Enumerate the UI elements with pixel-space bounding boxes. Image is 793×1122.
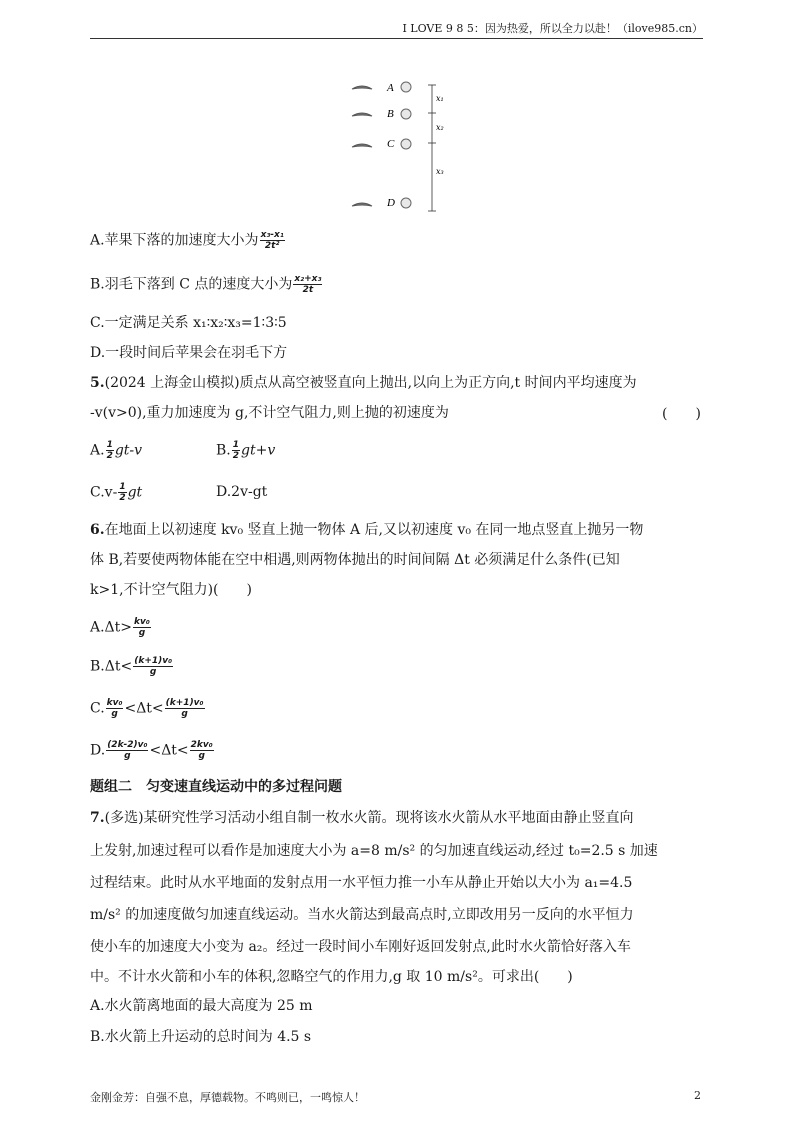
fraction-denominator: 2t² bbox=[264, 241, 280, 251]
inequality-text: <Δt< bbox=[149, 742, 189, 759]
q6-stem-line1 bbox=[90, 520, 643, 540]
option-label: D. bbox=[90, 742, 106, 759]
q6-option-d bbox=[90, 740, 215, 761]
dim-x3: x₃ bbox=[436, 167, 444, 176]
fraction-denominator: 2t bbox=[302, 285, 314, 295]
fraction-numerator: (k+1)v₀ bbox=[134, 656, 173, 666]
fraction-numerator: (k+1)v₀ bbox=[165, 698, 204, 708]
page-header: I LOVE 9 8 5：因为热爱，所以全力以赴！（ilove985.cn） bbox=[90, 22, 703, 39]
q5-stem-text: (2024 上海金山模拟)质点从高空被竖直向上抛出,以向上为正方向,t 时间内平均速度为 bbox=[104, 375, 637, 391]
fraction bbox=[133, 656, 173, 677]
fraction bbox=[232, 440, 240, 461]
fraction-numerator: (2k-2)v₀ bbox=[107, 740, 148, 750]
fraction-numerator: x₃-x₁ bbox=[260, 230, 284, 240]
apple-icon bbox=[401, 82, 411, 208]
label-b: B bbox=[387, 108, 394, 120]
q4-option-a-text: A.苹果下落的加速度大小为 bbox=[90, 232, 259, 249]
q6-option-a bbox=[90, 617, 152, 638]
fraction-denominator: g bbox=[198, 751, 205, 761]
q4-option-d: D.一段时间后苹果会在羽毛下方 bbox=[90, 345, 288, 361]
inequality-text: <Δt< bbox=[124, 700, 164, 717]
q4-option-b-text: B.羽毛下落到 C 点的速度大小为 bbox=[90, 276, 293, 293]
fraction-numerator: 1 bbox=[119, 482, 126, 492]
page-number: 2 bbox=[694, 1089, 701, 1102]
q4-option-a bbox=[90, 230, 286, 251]
q7-stem-line1 bbox=[90, 808, 634, 828]
q5-stem-line1 bbox=[90, 373, 637, 393]
fraction-denominator: g bbox=[138, 628, 146, 638]
fraction bbox=[165, 698, 205, 719]
q5-stem-line2: -v(v>0),重力加速度为 g,不计空气阻力,则上抛的初速度为 bbox=[90, 405, 449, 421]
option-label: B.Δt< bbox=[90, 658, 133, 675]
label-c: C bbox=[387, 138, 395, 150]
feather-icon bbox=[352, 86, 372, 206]
fraction bbox=[260, 230, 285, 251]
q7-stem-line3: 过程结束。此时从水平地面的发射点用一水平恒力推一小车从静止开始以大小为 a₁=4.5 bbox=[90, 875, 633, 891]
q5-option-d: D.2v-gt bbox=[216, 484, 268, 500]
fraction bbox=[106, 440, 114, 461]
option-text: gt-v bbox=[114, 442, 143, 459]
fraction-numerator: 1 bbox=[232, 440, 240, 450]
fraction-numerator: 2kv₀ bbox=[190, 740, 213, 750]
fraction-denominator: 2 bbox=[119, 493, 126, 503]
option-label: B. bbox=[216, 442, 231, 459]
distance-markers bbox=[428, 85, 436, 211]
fraction bbox=[106, 740, 148, 761]
q5-option-b bbox=[216, 440, 275, 461]
option-text: gt bbox=[127, 484, 143, 501]
q6-stem-line3: k>1,不计空气阻力)( ) bbox=[90, 582, 252, 598]
answer-paren: ( ) bbox=[662, 406, 701, 422]
option-label: C. bbox=[90, 700, 105, 717]
fraction-denominator: g bbox=[111, 709, 118, 719]
fraction-denominator: 2 bbox=[106, 451, 113, 461]
fraction bbox=[106, 698, 124, 719]
q7-stem-line2: 上发射,加速过程可以看作是加速度大小为 a=8 m/s² 的匀加速直线运动,经过 t₀=2.5 s 加速 bbox=[90, 843, 658, 859]
q6-stem-line2: 体 B,若要使两物体能在空中相遇,则两物体抛出的时间间隔 Δt 必须满足什么条件(已知 bbox=[90, 552, 620, 568]
q5-option-c bbox=[90, 482, 142, 503]
label-a: A bbox=[387, 82, 394, 94]
dim-x1: x₁ bbox=[436, 94, 444, 103]
section-title: 题组二 匀变速直线运动中的多过程问题 bbox=[90, 779, 342, 795]
option-label: A.Δt> bbox=[90, 619, 133, 636]
q4-option-b bbox=[90, 274, 323, 295]
dim-x2: x₂ bbox=[436, 123, 444, 132]
question-number: 5. bbox=[90, 375, 105, 391]
q7-option-a: A.水火箭离地面的最大高度为 25 m bbox=[90, 998, 313, 1014]
q7-stem-text: (多选)某研究性学习活动小组自制一枚水火箭。现将该水火箭从水平地面由静止竖直向 bbox=[104, 810, 634, 826]
fraction-denominator: g bbox=[124, 751, 131, 761]
fraction-denominator: 2 bbox=[232, 451, 240, 461]
q6-option-b bbox=[90, 656, 174, 677]
fraction bbox=[190, 740, 214, 761]
q7-stem-line4: m/s² 的加速度做匀加速直线运动。当水火箭达到最高点时,立即改用另一反向的水平恒力 bbox=[90, 907, 634, 923]
option-label: A. bbox=[90, 442, 105, 459]
falling-objects-figure bbox=[344, 77, 450, 217]
fraction-numerator: kv₀ bbox=[134, 617, 150, 627]
q4-option-c: C.一定满足关系 x₁∶x₂∶x₃=1∶3∶5 bbox=[90, 315, 287, 331]
q6-stem-text: 在地面上以初速度 kv₀ 竖直上抛一物体 A 后,又以初速度 v₀ 在同一地点竖直上抛另一物 bbox=[104, 522, 644, 538]
q7-stem-line6: 中。不计水火箭和小车的体积,忽略空气的作用力,g 取 10 m/s²。可求出( ) bbox=[90, 969, 573, 985]
label-d: D bbox=[387, 197, 395, 209]
question-number: 6. bbox=[90, 522, 105, 538]
q7-option-b: B.水火箭上升运动的总时间为 4.5 s bbox=[90, 1029, 312, 1045]
option-label: C.v- bbox=[90, 484, 118, 501]
fraction-denominator: g bbox=[149, 667, 157, 677]
fraction-numerator: kv₀ bbox=[106, 698, 123, 708]
q6-option-c bbox=[90, 698, 206, 719]
q7-stem-line5: 使小车的加速度大小变为 a₂。经过一段时间小车刚好返回发射点,此时水火箭恰好落入车 bbox=[90, 939, 631, 955]
option-text: gt+v bbox=[241, 442, 276, 459]
fraction-numerator: 1 bbox=[106, 440, 113, 450]
fraction-denominator: g bbox=[181, 709, 188, 719]
fraction bbox=[293, 274, 322, 295]
fraction-numerator: x₂+x₃ bbox=[294, 274, 322, 284]
q5-option-a bbox=[90, 440, 142, 461]
footer-motto: 金刚金芳：自强不息，厚德载物。不鸣则已，一鸣惊人！ bbox=[90, 1091, 365, 1104]
fraction bbox=[118, 482, 126, 503]
question-number: 7. bbox=[90, 810, 105, 826]
fraction bbox=[133, 617, 151, 638]
